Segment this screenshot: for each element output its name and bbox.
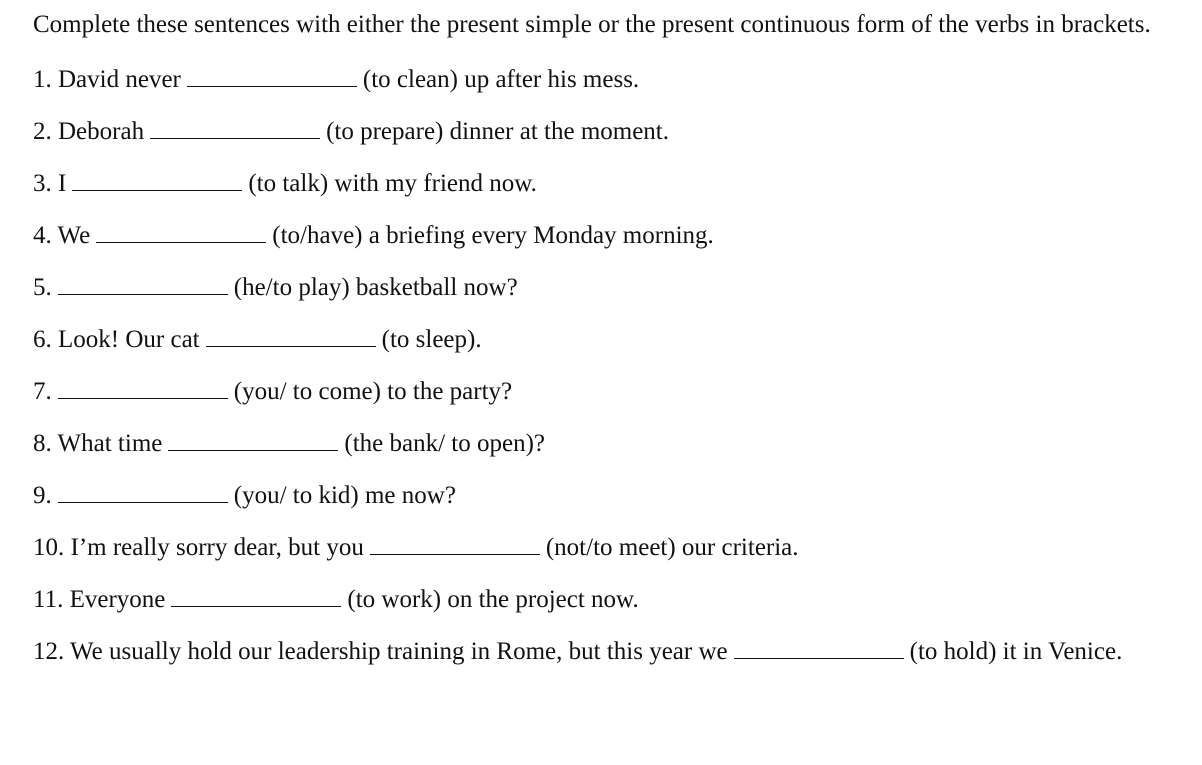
answer-blank-9[interactable] xyxy=(58,488,228,503)
answer-blank-5[interactable] xyxy=(58,280,228,295)
exercise-item-1 xyxy=(33,63,1193,96)
item-text-after: (you/ to come) to the party? xyxy=(233,378,513,405)
item-text-after: (he/to play) basketball now? xyxy=(233,274,518,301)
item-text-after: (you/ to kid) me now? xyxy=(233,482,456,509)
exercise-item-6 xyxy=(33,323,1193,356)
answer-blank-12[interactable] xyxy=(734,644,904,659)
item-text-before: 10. I’m really sorry dear, but you xyxy=(33,534,364,561)
exercise-item-3 xyxy=(33,167,1193,200)
item-text-after: (to hold) it in Venice. xyxy=(909,638,1123,665)
exercise-item-12 xyxy=(33,635,1143,668)
item-text-before: 11. Everyone xyxy=(33,586,166,613)
item-text-after: (to sleep). xyxy=(381,326,482,353)
exercise-item-5 xyxy=(33,271,1193,304)
item-text-after: (to work) on the project now. xyxy=(347,586,639,613)
answer-blank-2[interactable] xyxy=(150,124,320,139)
answer-blank-6[interactable] xyxy=(206,332,376,347)
item-text-before: 8. What time xyxy=(33,430,163,457)
worksheet xyxy=(33,8,1193,687)
item-text-after: (to/have) a briefing every Monday morning. xyxy=(272,222,714,249)
item-text-before: 1. David never xyxy=(33,66,181,93)
item-text-before: 12. We usually hold our leadership training in Rome, but this year we xyxy=(33,638,728,665)
exercise-item-2 xyxy=(33,115,1193,148)
item-text-after: (not/to meet) our criteria. xyxy=(545,534,799,561)
item-text-before: 5. xyxy=(33,274,52,301)
answer-blank-10[interactable] xyxy=(370,540,540,555)
item-text-before: 2. Deborah xyxy=(33,118,145,145)
answer-blank-4[interactable] xyxy=(96,228,266,243)
exercise-item-9 xyxy=(33,479,1193,512)
item-text-before: 9. xyxy=(33,482,52,509)
exercise-item-4 xyxy=(33,219,1193,252)
item-text-before: 3. I xyxy=(33,170,67,197)
item-text-before: 4. We xyxy=(33,222,91,249)
answer-blank-1[interactable] xyxy=(187,72,357,87)
item-text-before: 7. xyxy=(33,378,52,405)
answer-blank-8[interactable] xyxy=(168,436,338,451)
item-text-after: (to talk) with my friend now. xyxy=(248,170,537,197)
item-text-after: (to clean) up after his mess. xyxy=(362,66,640,93)
exercise-item-10 xyxy=(33,531,1193,564)
answer-blank-11[interactable] xyxy=(171,592,341,607)
item-text-after: (to prepare) dinner at the moment. xyxy=(326,118,669,145)
exercise-list xyxy=(33,63,1193,668)
exercise-item-8 xyxy=(33,427,1193,460)
exercise-item-11 xyxy=(33,583,1193,616)
answer-blank-7[interactable] xyxy=(58,384,228,399)
answer-blank-3[interactable] xyxy=(72,176,242,191)
instructions-text: Complete these sentences with either the present simple or the present continuous form of the verbs in brackets. xyxy=(33,11,1151,38)
item-text-after: (the bank/ to open)? xyxy=(344,430,545,457)
exercise-item-7 xyxy=(33,375,1193,408)
item-text-before: 6. Look! Our cat xyxy=(33,326,200,353)
